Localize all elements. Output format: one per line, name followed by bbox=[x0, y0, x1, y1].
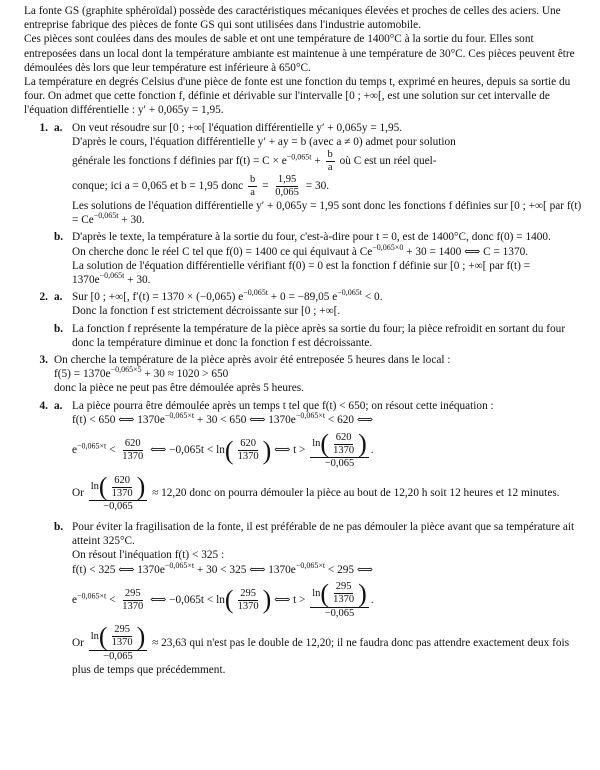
question-number: 2. bbox=[39, 291, 48, 304]
fraction bbox=[89, 474, 148, 513]
part-label: b. bbox=[54, 322, 64, 335]
denominator: −0,065 bbox=[103, 650, 133, 662]
text: e bbox=[72, 593, 78, 606]
text: = 30. bbox=[305, 180, 330, 193]
numerator: ln ( $\frac{295}{1370}$ ) bbox=[312, 578, 367, 608]
text: ln bbox=[90, 630, 99, 642]
text: + 30 ≈ 1020 > 650 bbox=[141, 368, 229, 381]
text: où C est un réel quel- bbox=[339, 155, 437, 168]
denominator: 1370 bbox=[237, 600, 259, 612]
q1a-solutions bbox=[72, 199, 584, 227]
exponent: −0,065×t bbox=[77, 441, 107, 451]
fraction bbox=[331, 581, 356, 606]
exponent: −0,065t bbox=[337, 288, 363, 298]
text: . bbox=[370, 593, 374, 606]
denominator: a bbox=[327, 162, 333, 174]
denominator: 1370 bbox=[122, 600, 144, 612]
text: < 0. bbox=[362, 291, 383, 304]
numerator: 620 bbox=[240, 438, 256, 450]
text: ⟺ −0,065t < ln bbox=[150, 593, 225, 606]
q1a-constant: conque; ici a = 0,065 et b = 1,95 donc $\frac{b}{a}$ = $\frac{1,95}{0,065}$ = 30. bbox=[72, 174, 330, 199]
denominator: a bbox=[250, 187, 255, 199]
denominator: 1370 bbox=[111, 637, 133, 649]
fraction bbox=[110, 624, 135, 649]
denominator: 1370 bbox=[111, 487, 133, 499]
q4a-solve bbox=[72, 431, 584, 470]
text: + 30. bbox=[124, 274, 151, 287]
text: . bbox=[370, 444, 374, 457]
numerator: ln ( $\frac{620}{1370}$ ) bbox=[90, 472, 146, 502]
numerator: 620 bbox=[124, 438, 141, 450]
q1a-line: On veut résoudre sur [0 ; +∞[ l'équation différentielle y′ + 0,065y = 1,95. bbox=[72, 121, 403, 134]
fraction bbox=[310, 431, 369, 470]
text: ⟺ −0,065t < ln bbox=[150, 444, 225, 457]
fraction bbox=[120, 588, 145, 613]
question-number: 3. bbox=[39, 354, 48, 367]
q1b-line bbox=[72, 242, 584, 259]
text: Or bbox=[72, 487, 84, 500]
text: ⟺ t > bbox=[274, 444, 306, 457]
q1a-general-solution: générale les fonctions f définies par $f(t) = C \times e^{-0,065t}$ + $\frac{b}{a}$ où C est un réel quel- bbox=[72, 149, 437, 174]
text: La solution de l'équation différentielle vérifiant f(0) = 0 est la fonction f définie sur [0 ; +∞[ par f(t) = 1370e bbox=[72, 259, 531, 287]
q4b-line: On résout l'inéquation f(t) < 325 : bbox=[72, 549, 225, 562]
question-number: 1. bbox=[39, 121, 48, 134]
exponent: −0,065×t bbox=[77, 591, 107, 601]
question-1 bbox=[24, 121, 584, 288]
numerator: 295 bbox=[124, 587, 141, 599]
text: f(5) = 1370e bbox=[54, 368, 111, 381]
fraction bbox=[236, 588, 261, 613]
numerator: 620 bbox=[335, 431, 352, 443]
text: < 295 ⟺ bbox=[325, 563, 374, 576]
exponent: −0,065×5 bbox=[110, 365, 142, 375]
denominator: −0,065 bbox=[324, 607, 355, 619]
text: générale les fonctions f définies par f(t) = C × e bbox=[72, 155, 287, 168]
part-label: a. bbox=[54, 121, 63, 134]
q4b-intro: Pour éviter la fragilisation de la fonte, il est préférable de ne pas démouler la pièce avant que sa température ait atteint 325°C. bbox=[72, 521, 575, 548]
q2b-text: La fonction f représente la température de la pièce après sa sortie du four; la pièce refroidit en sortant du four donc la température diminue et donc la fonction f est décroissante. bbox=[72, 322, 566, 349]
q4b-conclusion bbox=[72, 621, 584, 677]
q4b-solve bbox=[72, 578, 584, 620]
denominator: −0,065 bbox=[324, 458, 355, 470]
part-label: b. bbox=[54, 521, 64, 534]
text: e bbox=[72, 444, 78, 457]
exponent: −0,065t bbox=[243, 288, 268, 298]
text: + 30 < 650 ⟺ 1370e bbox=[194, 413, 296, 426]
q1b-line: D'après le texte, la température à la sortie du four, c'est-à-dire pour t = 0, est de 1400°C, donc f(0) = 1400. bbox=[72, 231, 551, 244]
exponent: −0,065t bbox=[93, 211, 119, 221]
fraction bbox=[273, 174, 301, 199]
q1-part-a bbox=[54, 121, 584, 228]
part-label: a. bbox=[54, 291, 63, 304]
question-number: 4. bbox=[39, 399, 48, 412]
numerator: 295 bbox=[240, 587, 256, 599]
text: + 0 = −89,05 e bbox=[267, 291, 338, 304]
text: < bbox=[106, 593, 116, 606]
denominator: 1370 bbox=[333, 594, 355, 606]
denominator: 1370 bbox=[333, 444, 355, 456]
document-page bbox=[24, 0, 584, 681]
part-label: a. bbox=[54, 399, 63, 412]
fraction bbox=[120, 438, 145, 463]
q2-part-a bbox=[54, 290, 584, 318]
text: < bbox=[106, 444, 116, 457]
q3-line bbox=[54, 367, 584, 381]
denominator: 1370 bbox=[122, 451, 144, 463]
numerator: 295 bbox=[114, 624, 130, 636]
exponent: −0,065×t bbox=[164, 560, 195, 570]
numerator: 620 bbox=[114, 474, 130, 486]
fraction bbox=[310, 578, 369, 620]
text: f(t) < 325 ⟺ 1370e bbox=[72, 563, 165, 576]
exponent: −0,065×t bbox=[295, 560, 326, 570]
denominator: −0,065 bbox=[103, 501, 133, 513]
exponent: −0,065t bbox=[286, 152, 312, 162]
q4-part-a bbox=[54, 399, 584, 517]
q4-part-b bbox=[54, 520, 584, 681]
text: Les solutions de l'équation différentielle y′ + 0,065y = 1,95 sont donc les fonctions f définies sur [0 ; +∞[ par f(t) = Ce bbox=[72, 200, 582, 227]
question-3 bbox=[24, 353, 584, 396]
q4a-conclusion bbox=[72, 474, 584, 513]
exponent: −0,065×t bbox=[295, 411, 326, 421]
exponent: −0,065×0 bbox=[372, 242, 404, 252]
q4b-line bbox=[72, 560, 584, 577]
numerator: 295 bbox=[335, 581, 352, 593]
exponent: −0,065×t bbox=[164, 411, 195, 421]
text: + 30. bbox=[118, 214, 145, 227]
text: ≈ 12,20 donc on pourra démouler la pièce au bout de 12,20 h soit 12 heures et 12 minutes. bbox=[149, 487, 560, 500]
q1b-line bbox=[72, 259, 584, 287]
q2-part-b bbox=[54, 322, 584, 350]
fraction bbox=[248, 174, 257, 199]
q1-part-b bbox=[54, 230, 584, 287]
text: conque; ici a = 0,065 et b = 1,95 donc bbox=[72, 180, 244, 193]
text: < 620 ⟺ bbox=[325, 413, 374, 426]
numerator: 1,95 bbox=[277, 174, 297, 186]
fraction bbox=[89, 621, 148, 663]
ln-paren: ( $\frac{295}{1370}$ ) bbox=[224, 585, 272, 615]
ln-paren: ( $\frac{620}{1370}$ ) bbox=[224, 435, 272, 465]
text: ln bbox=[312, 587, 321, 599]
intro-paragraph-2: Ces pièces sont coulées dans des moules de sable et ont une température de 1400°C à la sortie du four. Elles sont entreposées dans un local dont la température ambiante est maintenue à une température de 30°C. Ces pièces peuvent être démoulées dès lors que leur température est inférieure à 650°C. bbox=[24, 33, 575, 74]
text: ⟺ t > bbox=[274, 593, 306, 606]
intro-paragraph-3: La température en degrés Celsius d'une pièce de fonte est une fonction du temps t, exprimé en heures, depuis sa sortie du four. On admet que cette fonction f, définie et dérivable sur l'intervalle [0 ; +∞[, est une solution sur cet intervalle de l'équation différentielle : y′ + 0,065y = 1,95. bbox=[24, 76, 571, 117]
text: f(t) < 650 ⟺ 1370e bbox=[72, 413, 165, 426]
text: ≈ 23,63 qui n'est pas le double de 12,20; il ne faudra donc pas attendre exactement deux fois plus de temps que précédemment. bbox=[72, 636, 570, 676]
intro-paragraph-1: La fonte GS (graphite sphéroïdal) possède des caractéristiques mécaniques élevées et proches de celles des aciers. Une entreprise fabrique des pièces de fonte GS qui sont utilisées dans l'industrie automobile. bbox=[24, 5, 561, 32]
q1a-line: D'après le cours, l'équation différentielle y′ + ay = b (avec a ≠ 0) admet pour solution bbox=[72, 135, 456, 148]
question-2 bbox=[24, 290, 584, 350]
fraction bbox=[236, 438, 261, 463]
exponent: −0,065t bbox=[99, 271, 125, 281]
numerator: b bbox=[250, 174, 256, 186]
denominator: 0,065 bbox=[275, 187, 299, 199]
numerator: b bbox=[327, 149, 333, 161]
text: ln bbox=[90, 481, 99, 493]
q4a-intro: La pièce pourra être démoulée après un temps t tel que f(t) < 650; on résout cette inéquation : bbox=[72, 399, 494, 412]
text: ln bbox=[312, 438, 321, 450]
q2a-derivative bbox=[72, 290, 584, 304]
q4a-line bbox=[72, 413, 584, 427]
question-4 bbox=[24, 399, 584, 681]
text: Sur [0 ; +∞[, f′(t) = 1370 × (−0,065) e bbox=[72, 291, 244, 304]
text: + 30 < 325 ⟺ 1370e bbox=[194, 563, 296, 576]
numerator: ln ( $\frac{620}{1370}$ ) bbox=[312, 429, 367, 459]
part-label: b. bbox=[54, 231, 64, 244]
fraction bbox=[331, 432, 356, 457]
denominator: 1370 bbox=[237, 451, 259, 463]
text: Or bbox=[72, 636, 84, 649]
numerator: ln ( $\frac{295}{1370}$ ) bbox=[90, 621, 146, 651]
text: On cherche donc le réel C tel que f(0) = 1400 ce qui équivaut à Ce bbox=[72, 245, 373, 258]
fraction bbox=[326, 149, 335, 174]
text: + 30 = 1400 ⟺ C = 1370. bbox=[403, 245, 529, 258]
q3-line: donc la pièce ne peut pas être démoulée après 5 heures. bbox=[54, 382, 304, 395]
q2a-line: Donc la fonction f est strictement décroissante sur [0 ; +∞[. bbox=[72, 305, 341, 318]
fraction bbox=[110, 475, 135, 500]
q3-line: On cherche la température de la pièce après avoir été entreposée 5 heures dans le local : bbox=[54, 354, 451, 367]
